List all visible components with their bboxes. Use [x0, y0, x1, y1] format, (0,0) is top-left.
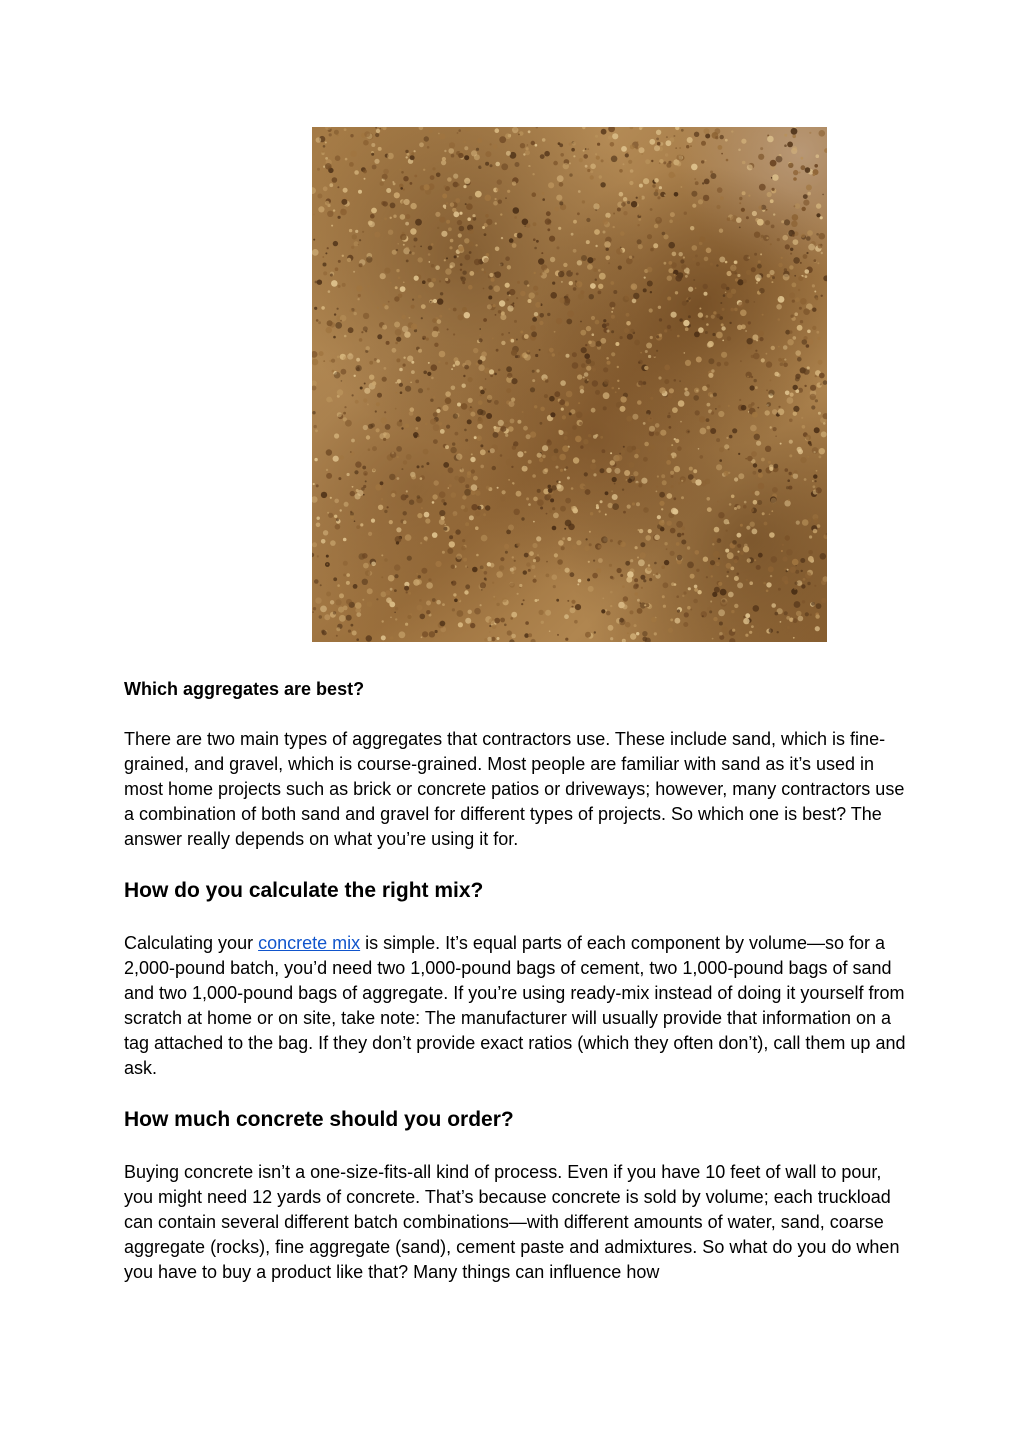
section-body-mix: [124, 931, 914, 1081]
mix-text-before-link: Calculating your: [124, 933, 259, 953]
section-heading-aggregates: Which aggregates are best?: [124, 679, 365, 699]
section-body-order: Buying concrete isn’t a one-size-fits-all kind of process. Even if you have 10 feet of wall to pour, you might need 12 yards of concrete. That’s because concrete is sold by volume; each truckload can contain several different batch combinations—with different amounts of water, sand, coarse aggregate (rocks), fine aggregate (sand), cement paste and admixtures. So what do you do when you have to buy a product like that? Many things can influence how: [124, 1162, 900, 1282]
sand-aggregate-photo: [312, 127, 827, 642]
mix-text-after-link: is simple. It’s equal parts of each component by volume—so for a 2,000-pound batch, you’d need two 1,000-pound bags of cement, two 1,000-pound bags of sand and two 1,000-pound bags of aggregate. If you’re using ready-mix instead of doing it yourself from scratch at home or on site, take note: The manufacturer will usually provide that information on a tag attached to the bag. If they don’t provide exact ratios (which they often don’t), call them up and ask.: [124, 933, 906, 1078]
section-heading-mix: How do you calculate the right mix?: [124, 879, 484, 902]
concrete-mix-link[interactable]: concrete mix: [258, 933, 361, 953]
section-body-aggregates: There are two main types of aggregates that contractors use. These include sand, which is fine-grained, and gravel, which is course-grained. Most people are familiar with sand as it’s used in most home projects such as brick or concrete patios or driveways; however, many contractors use a combination of both sand and gravel for different types of projects. So which one is best? The answer really depends on what you’re using it for.: [124, 729, 905, 849]
sand-texture: [312, 127, 827, 642]
section-heading-order: How much concrete should you order?: [124, 1108, 514, 1131]
